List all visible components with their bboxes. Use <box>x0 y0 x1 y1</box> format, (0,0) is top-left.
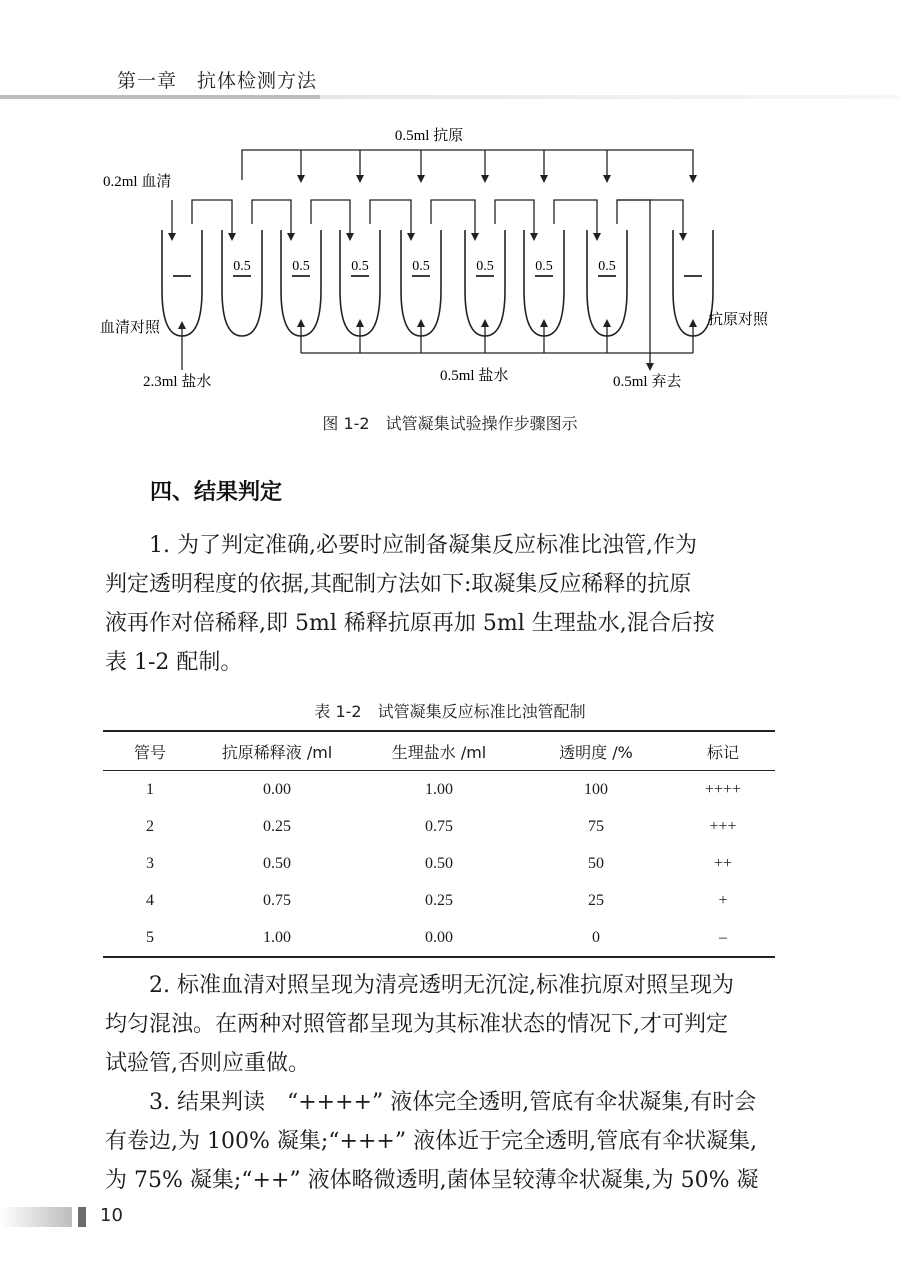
transfer-line <box>242 150 693 180</box>
test-tube <box>524 230 564 336</box>
table-cell: 0.25 <box>425 891 453 909</box>
table-row <box>103 919 775 957</box>
paragraph-line: 1. 为了判定准确,必要时应制备凝集反应标准比浊管,作为 <box>149 533 697 558</box>
tube-volume-label: 0.5 <box>476 259 494 274</box>
paragraph-line: 有卷边,为 100% 凝集;“+++” 液体近于完全透明,管底有伞状凝集, <box>105 1129 758 1154</box>
paragraph-line: 液再作对倍稀释,即 5ml 稀释抗原再加 5ml 生理盐水,混合后按 <box>105 611 715 636</box>
paragraph-line: 均匀混浊。在两种对照管都呈现为其标准状态的情况下,才可判定 <box>105 1012 728 1037</box>
table-cell: 3 <box>146 854 154 872</box>
table-cell: 1 <box>146 780 154 798</box>
footer-gradient-bar <box>0 1207 72 1227</box>
table-cell: 0.50 <box>263 854 291 872</box>
table-cell: ++ <box>713 854 733 872</box>
table-caption: 表 1-2 试管凝集反应标准比浊管配制 <box>314 702 586 721</box>
transfer-line <box>431 200 475 238</box>
table-cell: 2 <box>146 817 154 835</box>
transfer-line <box>252 200 291 238</box>
paragraph-line: 表 1-2 配制。 <box>105 650 243 675</box>
test-tube <box>587 230 627 336</box>
paragraph-2 <box>105 966 777 1083</box>
saline-05-label: 0.5ml 盐水 <box>440 368 509 384</box>
transfer-line <box>617 200 650 368</box>
page-header <box>0 0 900 100</box>
header-rule <box>0 95 900 99</box>
header-mark: 标记 <box>671 731 775 771</box>
table-cell: 5 <box>103 919 197 957</box>
paragraph-line: 3. 结果判读 “++++” 液体完全透明,管底有伞状凝集,有时会 <box>149 1090 757 1115</box>
antigen-label: 0.5ml 抗原 <box>394 128 464 144</box>
table-row <box>103 882 775 919</box>
header-transparency: 透明度 /% <box>521 731 671 771</box>
tube-volume-label: 0.5 <box>412 259 430 274</box>
paragraph-1 <box>105 526 777 682</box>
paragraph-3 <box>105 1083 777 1200</box>
serum-label: 0.2ml 血清 <box>103 174 172 190</box>
transfer-line <box>311 200 350 238</box>
table-cell: 0.50 <box>425 854 453 872</box>
table-cell: + <box>718 891 728 909</box>
test-tube <box>162 230 202 336</box>
table-cell: 0 <box>521 919 671 957</box>
footer-mark <box>78 1207 86 1227</box>
test-tube <box>340 230 380 336</box>
paragraph-line: 试验管,否则应重做。 <box>105 1051 310 1076</box>
transfer-line <box>192 200 232 238</box>
figure-caption: 图 1-2 试管凝集试验操作步骤图示 <box>322 414 578 433</box>
tube-volume-label: 0.5 <box>233 259 251 274</box>
test-tube <box>222 230 262 336</box>
test-tube <box>673 230 713 336</box>
transfer-line <box>495 200 534 238</box>
discard-label: 0.5ml 弃去 <box>613 374 682 390</box>
tube-agglutination-diagram <box>90 110 810 410</box>
table-cell: 100 <box>584 780 608 798</box>
test-tubes <box>162 230 713 336</box>
test-tube <box>281 230 321 336</box>
table-cell: 1.00 <box>197 919 357 957</box>
chapter-title: 第一章 抗体检测方法 <box>117 70 318 92</box>
standard-turbidity-table <box>103 730 775 958</box>
tube-volume-label: 0.5 <box>351 259 369 274</box>
diagram-svg <box>90 110 810 410</box>
tube-volume-label: 0.5 <box>598 259 616 274</box>
serum-control-label: 血清对照 <box>100 320 161 336</box>
table-row <box>103 845 775 882</box>
test-tube <box>465 230 505 336</box>
section-title: 四、结果判定 <box>150 480 283 505</box>
transfer-line <box>370 200 411 238</box>
tube-volume-label: 0.5 <box>535 259 553 274</box>
table-cell: ++++ <box>704 780 742 798</box>
table-cell: +++ <box>709 817 737 835</box>
table-cell: 25 <box>588 891 604 909</box>
header-tube-no: 管号 <box>103 731 197 771</box>
table-cell: 0.00 <box>263 780 291 798</box>
table-cell: 4 <box>146 891 154 909</box>
paragraph-line: 为 75% 凝集;“++” 液体略微透明,菌体呈较薄伞状凝集,为 50% 凝 <box>105 1168 759 1193</box>
table-header-row <box>103 731 775 771</box>
table-cell: – <box>671 919 775 957</box>
table-cell: 1.00 <box>425 780 453 798</box>
paragraph-line: 判定透明程度的依据,其配制方法如下:取凝集反应稀释的抗原 <box>105 572 692 597</box>
page-number: 10 <box>100 1205 123 1226</box>
saline-23-label: 2.3ml 盐水 <box>143 374 212 390</box>
table-cell: 0.25 <box>263 817 291 835</box>
header-antigen: 抗原稀释液 /ml <box>197 731 357 771</box>
table-cell: 75 <box>588 817 604 835</box>
tube-volume-label: 0.5 <box>292 259 310 274</box>
table-cell: 0.00 <box>357 919 521 957</box>
table-row <box>103 808 775 845</box>
antigen-control-label: 抗原对照 <box>708 312 769 328</box>
table-cell: 0.75 <box>263 891 291 909</box>
transfer-line <box>554 200 597 238</box>
table-row <box>103 771 775 809</box>
test-tube <box>401 230 441 336</box>
table-cell: 0.75 <box>425 817 453 835</box>
table-cell: 50 <box>588 854 604 872</box>
header-saline: 生理盐水 /ml <box>357 731 521 771</box>
paragraph-line: 2. 标准血清对照呈现为清亮透明无沉淀,标准抗原对照呈现为 <box>149 973 734 998</box>
